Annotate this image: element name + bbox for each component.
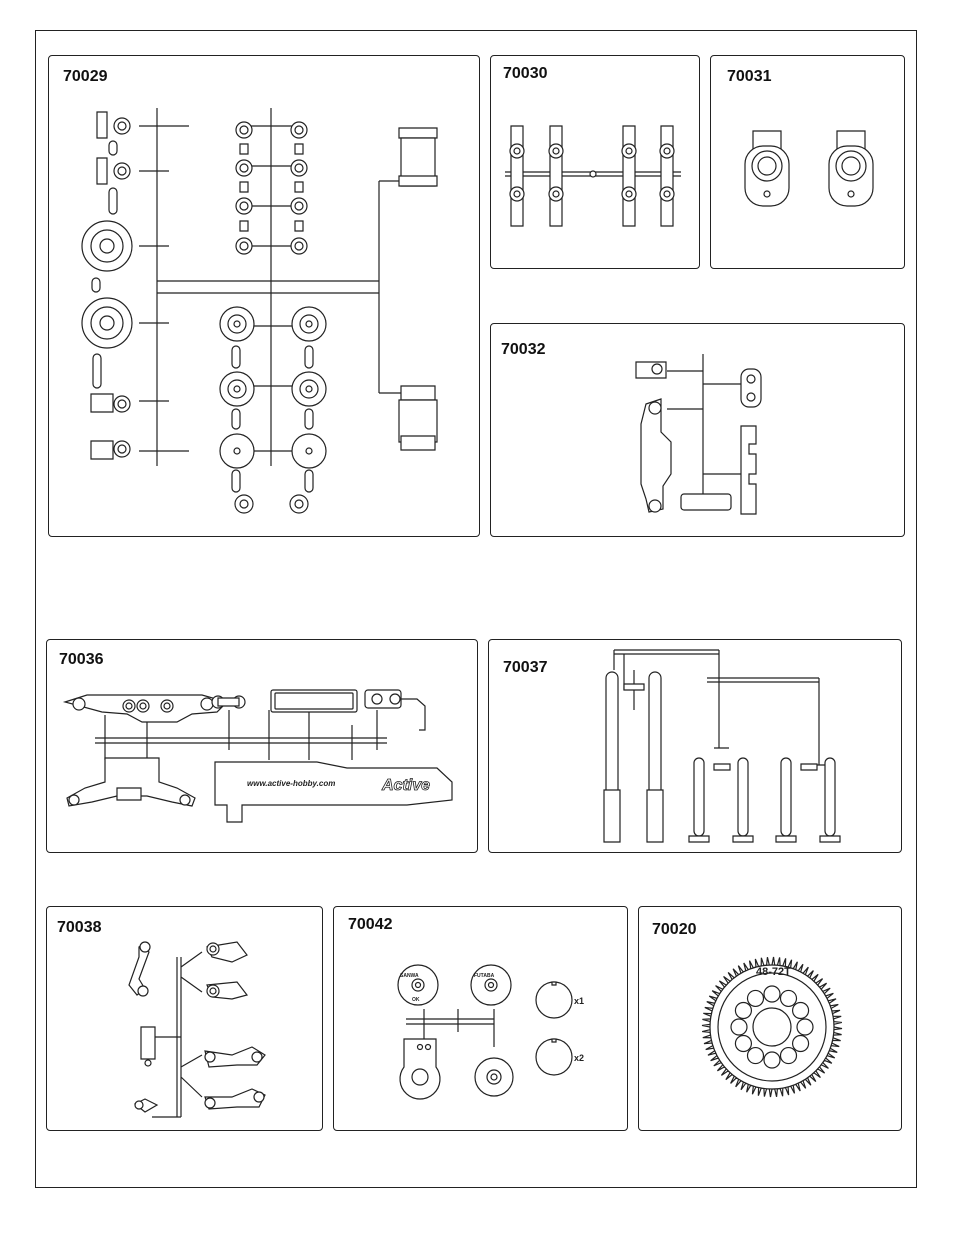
sprue-70029-drawing [49,56,480,537]
part-number: 70030 [503,65,548,82]
sprue-70038-drawing [47,907,323,1131]
panel-70042 [333,906,628,1131]
qty-2-text: x2 [574,1053,585,1063]
gear-hole [781,990,797,1006]
qty-1-text: x1 [574,996,585,1006]
sprue-70032-drawing [491,324,905,537]
part-70031-drawing [711,56,905,269]
panel-70030 [490,55,700,269]
spur-gear-drawing [639,907,902,1131]
part-number: 70036 [59,651,104,668]
gear-hole [797,1019,813,1035]
panel-70036 [46,639,478,853]
gear-hole [764,1052,780,1068]
gear-hole [793,1003,809,1019]
panel-70037 [488,639,902,853]
gear-hole [793,1036,809,1052]
panel-70031 [710,55,905,269]
hub-a-text: SANWA [400,973,419,979]
gear-hole [731,1019,747,1035]
hub-sub-text: OK [412,997,420,1003]
gear-label: 48-72T [756,966,791,978]
part-number: 70038 [57,919,102,936]
brand-text: Active [382,777,431,794]
gear-hole [735,1036,751,1052]
part-number: 70037 [503,659,548,676]
gear-hole [781,1048,797,1064]
part-number: 70020 [652,921,697,938]
gear-hole [748,990,764,1006]
part-number: 70031 [727,68,772,85]
panel-70020 [638,906,902,1131]
url-text: www.active-hobby.com [247,779,336,788]
part-number: 70029 [63,68,108,85]
gear-hole [748,1048,764,1064]
panel-70029 [48,55,480,537]
sprue-70042-drawing [334,907,628,1131]
sprue-70030-drawing [491,56,700,269]
gear-hole [764,986,780,1002]
part-number: 70032 [501,341,546,358]
part-number: 70042 [348,916,393,933]
panel-70032 [490,323,905,537]
gear-hole [735,1003,751,1019]
panel-70038 [46,906,323,1131]
sprue-70037-drawing [489,640,902,853]
hub-b-text: FUTABA [474,973,495,979]
sprue-70036-drawing [47,640,478,853]
